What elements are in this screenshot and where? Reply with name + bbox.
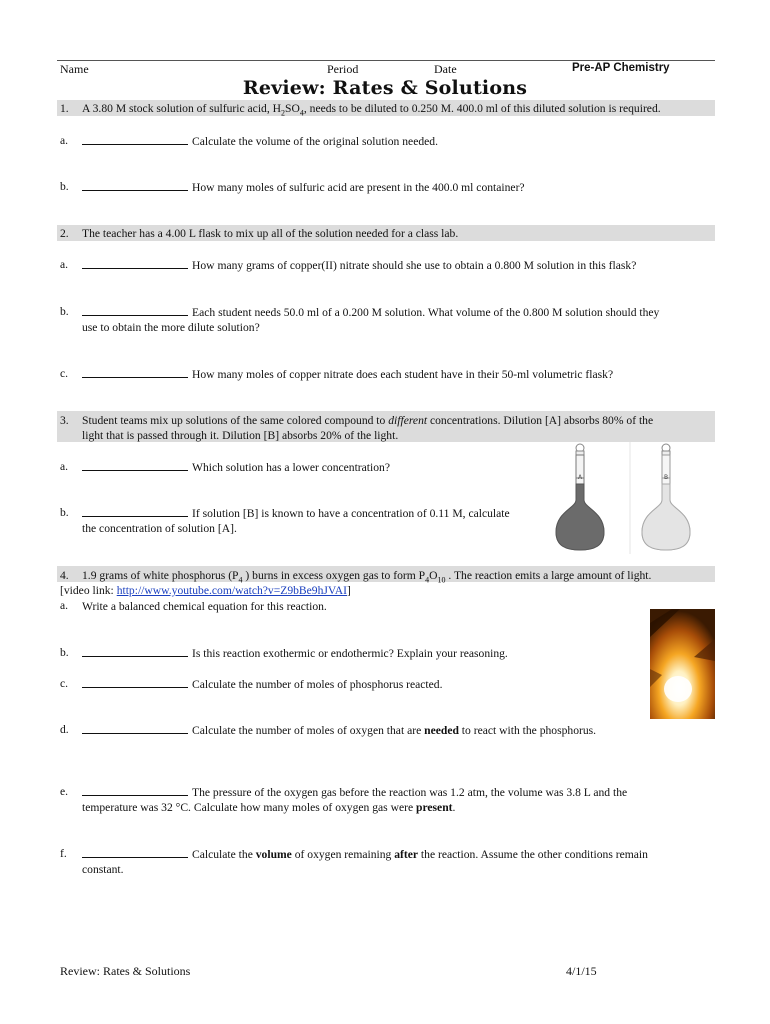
q3a-label: a.: [60, 460, 69, 473]
q4c-label: c.: [60, 677, 69, 690]
q1a-item: Calculate the volume of the original solution needed.: [82, 134, 712, 149]
flask-a-icon: [556, 444, 604, 550]
q3a-item: Which solution has a lower concentration?: [82, 460, 532, 475]
q1a-label: a.: [60, 134, 69, 147]
q4b-item: Is this reaction exothermic or endothermic? Explain your reasoning.: [82, 646, 622, 661]
flask-a-label: A: [577, 474, 583, 481]
q4f-item: Calculate the volume of oxygen remaining after the reaction. Assume the other conditions remain constant.: [82, 848, 648, 876]
answer-blank[interactable]: [82, 460, 188, 471]
page-title: Review: Rates & Solutions: [242, 77, 528, 99]
q3-number: 3.: [60, 414, 69, 427]
header-rule: [57, 60, 715, 61]
q4-video-line: [video link: http://www.youtube.com/watch?v=Z9bBe9hJVAI]: [60, 584, 351, 597]
q4-stem: 1.9 grams of white phosphorus ($P_4$ ) burns in excess oxygen gas to form $P_4O_{10}$ . The reaction emits a large amount of light.: [82, 569, 652, 585]
q2-stem: The teacher has a 4.00 L flask to mix up all of the solution needed for a class lab.: [82, 227, 459, 240]
q1b-label: b.: [60, 180, 69, 193]
q2a-label: a.: [60, 258, 69, 271]
q2c-label: c.: [60, 367, 69, 380]
q4b-label: b.: [60, 646, 69, 659]
volumetric-flasks-image: [548, 442, 718, 554]
answer-blank[interactable]: [82, 785, 188, 796]
q4f-label: f.: [60, 847, 67, 860]
q4e-label: e.: [60, 785, 69, 798]
name-label: Name: [60, 62, 89, 76]
q1b-item: How many moles of sulfuric acid are present in the 400.0 ml container?: [82, 180, 712, 195]
answer-blank[interactable]: [82, 506, 188, 517]
q2b-item: Each student needs 50.0 ml of a 0.200 M solution. What volume of the 0.800 M solution should they use to obtain the more dilute solution?: [82, 306, 660, 334]
answer-blank[interactable]: [82, 367, 188, 378]
answer-blank[interactable]: [82, 180, 188, 191]
q2b-label: b.: [60, 305, 69, 318]
date-label: Date: [434, 62, 457, 76]
q4c-item: Calculate the number of moles of phosphorus reacted.: [82, 677, 622, 692]
q4d-label: d.: [60, 723, 69, 736]
video-link[interactable]: http://www.youtube.com/watch?v=Z9bBe9hJVAI: [116, 584, 348, 597]
answer-blank[interactable]: [82, 305, 188, 316]
period-label: Period: [327, 62, 359, 76]
q4a-label: a.: [60, 599, 69, 612]
q1-stem: A 3.80 M stock solution of sulfuric acid, $H_2SO_4$, needs to be diluted to 0.250 M. 400.0 ml of this diluted solution is required.: [82, 102, 661, 118]
answer-blank[interactable]: [82, 258, 188, 269]
flask-b-label: B: [663, 474, 669, 481]
q2a-item: How many grams of copper(II) nitrate should she use to obtain a 0.800 M solution in this flask?: [82, 258, 712, 273]
footer-date: 4/1/15: [566, 964, 597, 978]
q4d-item: Calculate the number of moles of oxygen that are needed to react with the phosphorus.: [82, 723, 712, 738]
q4a-item: Write a balanced chemical equation for this reaction.: [82, 600, 327, 613]
answer-blank[interactable]: [82, 134, 188, 145]
answer-blank[interactable]: [82, 646, 188, 657]
q2-number: 2.: [60, 227, 69, 240]
q3-stem: Student teams mix up solutions of the same colored compound to different concentrations. Dilution [A] absorbs 80% of the light that is passed through it. Dilution [B] absorbs 20% of the light.: [82, 414, 654, 442]
footer-title: Review: Rates & Solutions: [60, 964, 191, 978]
q3b-label: b.: [60, 506, 69, 519]
burning-phosphorus-image: [650, 609, 715, 719]
q3b-item: If solution [B] is known to have a concentration of 0.11 M, calculate the concentration of solution [A].: [82, 507, 510, 535]
answer-blank[interactable]: [82, 847, 188, 858]
course-label: Pre-AP Chemistry: [572, 62, 670, 74]
flask-b-icon: [642, 444, 690, 550]
answer-blank[interactable]: [82, 677, 188, 688]
q1-number: 1.: [60, 102, 69, 115]
q2c-item: How many moles of copper nitrate does each student have in their 50-ml volumetric flask?: [82, 367, 712, 382]
q4-number: 4.: [60, 569, 69, 582]
q4e-item: The pressure of the oxygen gas before the reaction was 1.2 atm, the volume was 3.8 L and the temperature was 32 °C. Calculate how many moles of oxygen gas were present.: [82, 786, 628, 814]
answer-blank[interactable]: [82, 723, 188, 734]
